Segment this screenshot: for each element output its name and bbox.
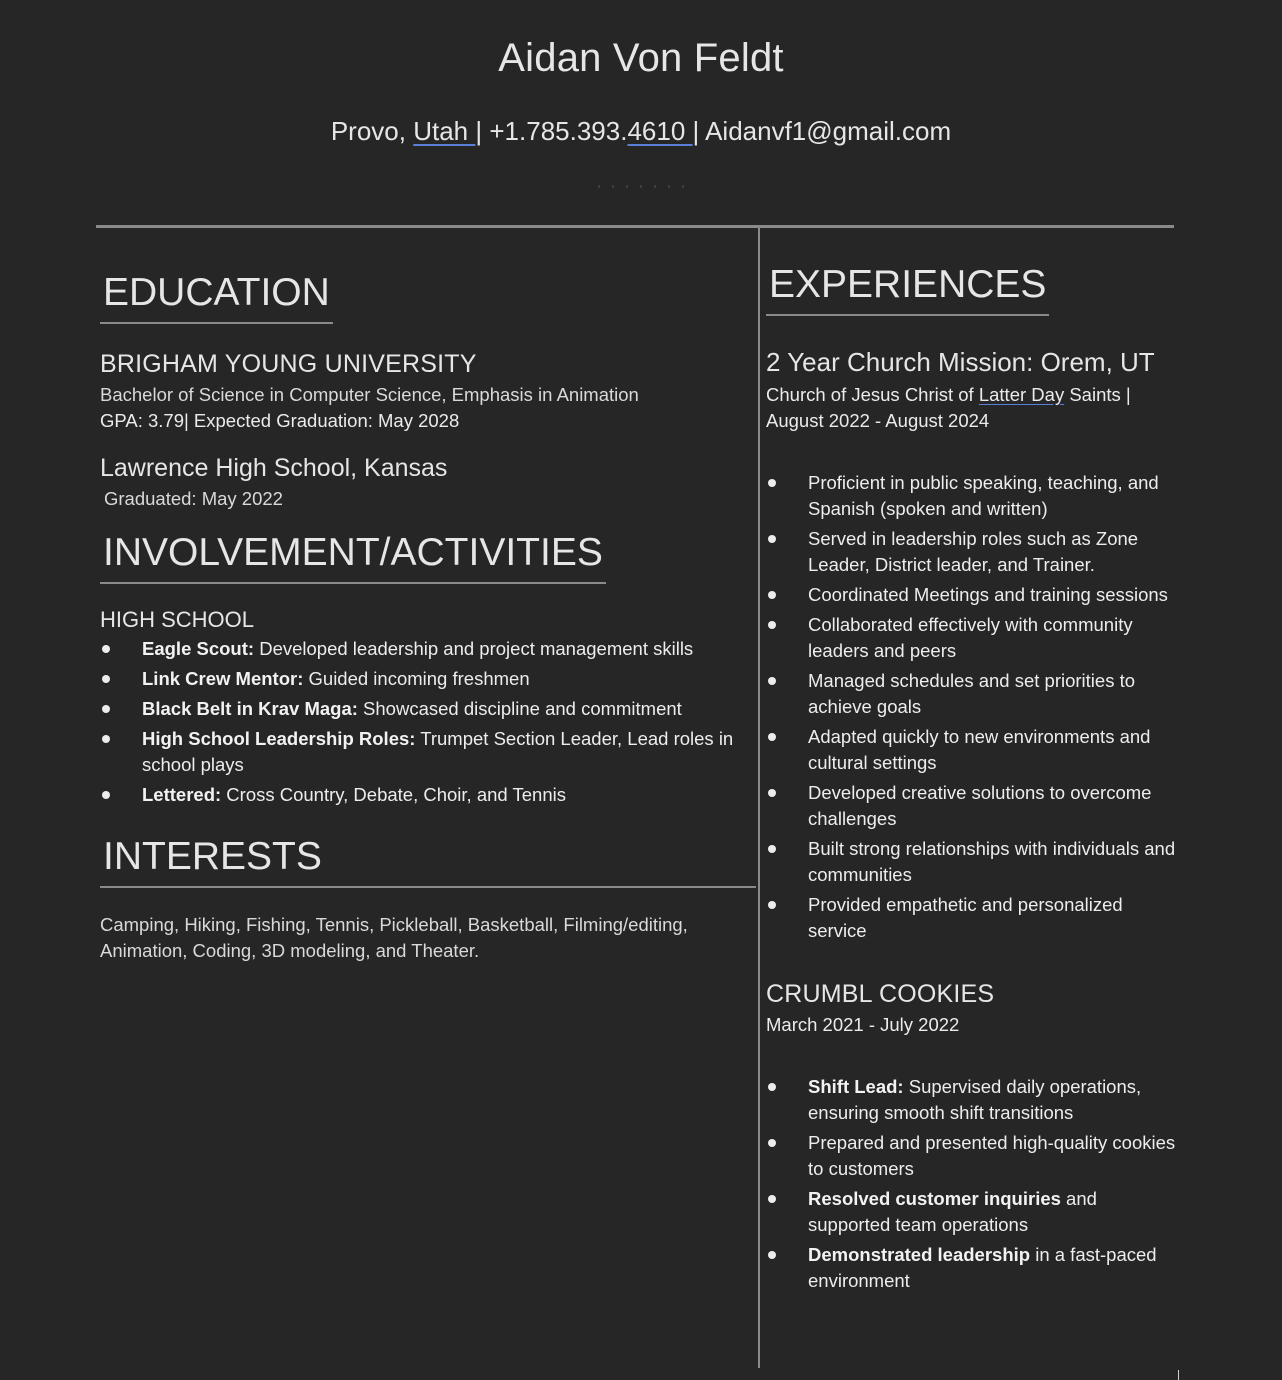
text-cursor — [1178, 1370, 1179, 1380]
item-label: Link Crew Mentor: — [142, 668, 304, 689]
item-label: Demonstrated leadership — [808, 1244, 1031, 1265]
bullet-icon — [768, 1251, 776, 1259]
mission-bullets — [766, 470, 1176, 944]
bullet-icon — [102, 791, 110, 799]
list-item — [100, 636, 756, 662]
bullet-icon — [102, 645, 110, 653]
crumbl-bullets — [766, 1074, 1176, 1294]
contact-separator: | — [475, 116, 483, 146]
right-column — [766, 262, 1176, 1298]
bullet-icon — [768, 621, 776, 629]
list-item — [100, 726, 756, 778]
decorative-dots — [592, 185, 692, 188]
contact-email[interactable]: Aidanvf1@gmail.com — [699, 116, 952, 146]
item-text: Managed schedules and set priorities to achieve goals — [808, 670, 1136, 717]
list-item — [766, 724, 1176, 776]
item-text: Built strong relationships with individuals and communities — [808, 838, 1176, 885]
bullet-icon — [768, 677, 776, 685]
involvement-subtitle: HIGH SCHOOL — [100, 607, 255, 632]
item-text: Proficient in public speaking, teaching, and Spanish (spoken and written) — [808, 472, 1159, 519]
graduation-text: Graduated: May 2022 — [104, 488, 283, 509]
bullet-icon — [102, 675, 110, 683]
item-text: and supported team operations — [808, 1188, 1097, 1235]
column-divider — [758, 228, 760, 1368]
item-label: Resolved customer inquiries — [808, 1188, 1061, 1209]
item-text: Collaborated effectively with community leaders and peers — [808, 614, 1133, 661]
item-text: Developed creative solutions to overcome challenges — [808, 782, 1152, 829]
bullet-icon — [768, 591, 776, 599]
item-text: in a fast-paced environment — [808, 1244, 1157, 1291]
item-text: Developed leadership and project management skills — [254, 638, 694, 659]
list-item — [766, 1130, 1176, 1182]
org-text-underlined: Latter Day — [978, 384, 1065, 405]
bullet-icon — [102, 735, 110, 743]
school-name: BRIGHAM YOUNG UNIVERSITY — [100, 350, 477, 378]
list-item — [766, 836, 1176, 888]
bullet-icon — [102, 705, 110, 713]
item-label: Black Belt in Krav Maga: — [142, 698, 358, 719]
left-column — [100, 270, 756, 964]
contact-line — [0, 116, 1282, 147]
education-entry — [100, 348, 756, 434]
item-text: Supervised daily operations, ensuring smooth shift transitions — [808, 1076, 1142, 1123]
education-heading: EDUCATION — [100, 270, 333, 324]
crumbl-entry — [766, 978, 1176, 1294]
list-item — [766, 668, 1176, 720]
bullet-icon — [768, 1195, 776, 1203]
list-item — [766, 892, 1176, 944]
bullet-icon — [768, 901, 776, 909]
company-name: CRUMBL COOKIES — [766, 980, 995, 1008]
list-item — [766, 780, 1176, 832]
contact-phone-suffix: 4610 — [627, 116, 693, 146]
mission-organization — [766, 382, 1176, 408]
bullet-icon — [768, 733, 776, 741]
school-name: Lawrence High School, Kansas — [100, 454, 448, 482]
contact-phone: +1.785.393. — [482, 116, 628, 146]
item-text: Prepared and presented high-quality cookies to customers — [808, 1132, 1176, 1179]
list-item — [100, 696, 756, 722]
mission-entry — [766, 346, 1176, 944]
list-item — [766, 1186, 1176, 1238]
item-text: Cross Country, Debate, Choir, and Tennis — [221, 784, 566, 805]
header-divider — [96, 225, 1174, 228]
item-label: Lettered: — [142, 784, 222, 805]
interests-heading: INTERESTS — [100, 834, 756, 888]
item-text: Adapted quickly to new environments and cultural settings — [808, 726, 1151, 773]
bullet-icon — [768, 1083, 776, 1091]
candidate-name: Aidan Von Feldt — [498, 36, 784, 80]
item-text: Trumpet Section Leader, Lead roles in school plays — [142, 728, 734, 775]
list-item — [100, 666, 756, 692]
interests-text: Camping, Hiking, Fishing, Tennis, Pickleball, Basketball, Filming/editing, Animation, Coding, 3D modeling, and Theater. — [100, 914, 688, 961]
list-item — [766, 612, 1176, 664]
list-item — [766, 582, 1176, 608]
bullet-icon — [768, 789, 776, 797]
item-text: Coordinated Meetings and training sessions — [808, 584, 1168, 605]
involvement-list — [100, 636, 756, 808]
bullet-icon — [768, 535, 776, 543]
item-text: Provided empathetic and personalized service — [808, 894, 1123, 941]
degree-text: Bachelor of Science in Computer Science, Emphasis in Animation — [100, 384, 639, 405]
contact-state: Utah — [413, 116, 476, 146]
mission-role: 2 Year Church Mission: Orem, UT — [766, 347, 1155, 377]
involvement-heading: INVOLVEMENT/ACTIVITIES — [100, 530, 606, 584]
contact-city: Provo, — [330, 116, 414, 146]
bullet-icon — [768, 845, 776, 853]
item-label: High School Leadership Roles: — [142, 728, 416, 749]
contact-separator: | — [692, 116, 700, 146]
experiences-heading: EXPERIENCES — [766, 262, 1049, 316]
item-label: Shift Lead: — [808, 1076, 904, 1097]
crumbl-dates: March 2021 - July 2022 — [766, 1014, 960, 1035]
org-text: Saints | — [1064, 384, 1131, 405]
bullet-icon — [768, 1139, 776, 1147]
gpa-text: GPA: 3.79| Expected Graduation: May 2028 — [100, 410, 460, 431]
item-text: Served in leadership roles such as Zone Leader, District leader, and Trainer. — [808, 528, 1139, 575]
item-text: Showcased discipline and commitment — [357, 698, 682, 719]
mission-dates: August 2022 - August 2024 — [766, 410, 990, 431]
item-label: Eagle Scout: — [142, 638, 255, 659]
list-item — [100, 782, 756, 808]
list-item — [766, 526, 1176, 578]
list-item — [766, 470, 1176, 522]
bullet-icon — [768, 479, 776, 487]
org-text: Church of Jesus Christ of — [766, 384, 979, 405]
item-text: Guided incoming freshmen — [303, 668, 530, 689]
education-entry — [100, 452, 756, 512]
list-item — [766, 1242, 1176, 1294]
list-item — [766, 1074, 1176, 1126]
